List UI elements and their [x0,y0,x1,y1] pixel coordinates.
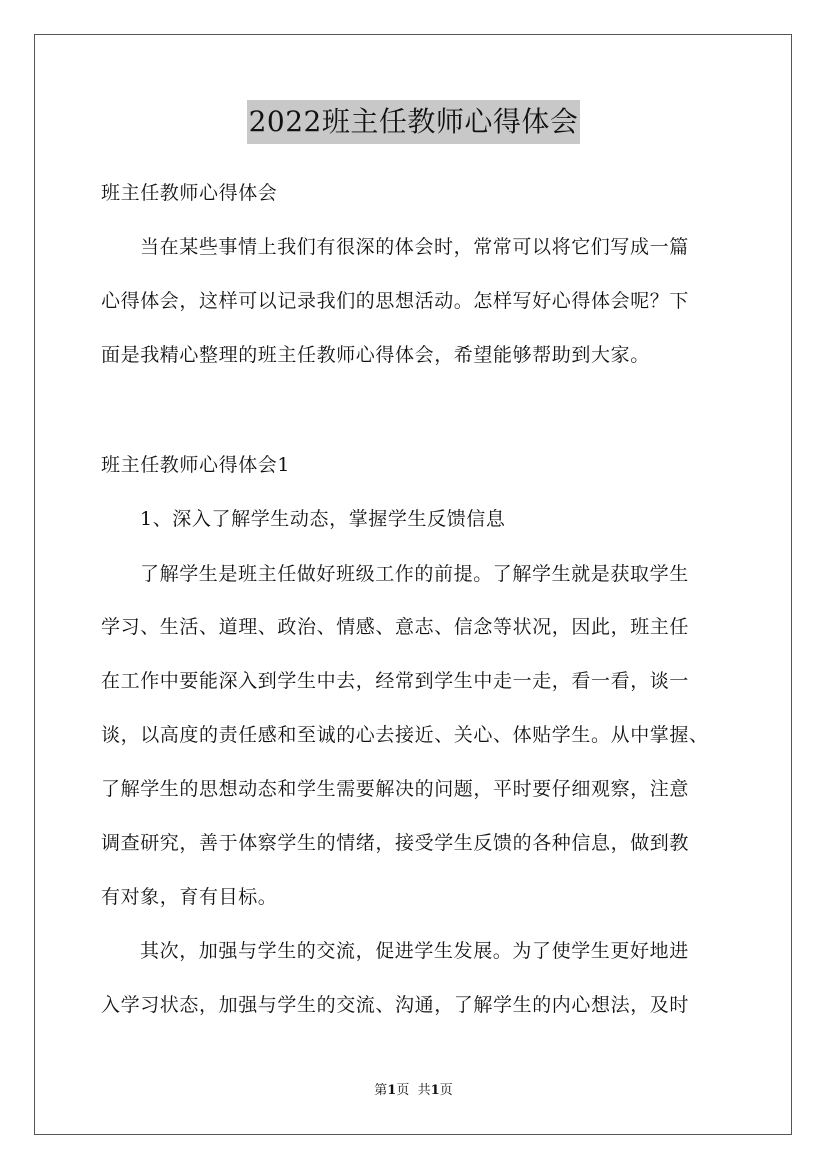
body-line-8: 其次，加强与学生的交流，促进学生发展。为了使学生更好地进 [140,940,689,962]
point-heading: 1、深入了解学生动态，掌握学生反馈信息 [140,508,506,530]
body-line-5: 了解学生的思想动态和学生需要解决的问题，平时要仔细观察，注意 [101,778,690,800]
footer-page-prefix: 第 [374,1083,388,1098]
title-container [0,100,827,144]
footer-page-suffix: 页 [396,1083,410,1098]
body-line-3: 在工作中要能深入到学生中去，经常到学生中走一走，看一看，谈一 [101,670,690,692]
footer-page-number: 1 [387,1083,397,1098]
intro-line-3: 面是我精心整理的班主任教师心得体会，希望能够帮助到大家。 [101,344,650,366]
footer-total-number: 1 [430,1083,440,1098]
intro-line-1: 当在某些事情上我们有很深的体会时，常常可以将它们写成一篇 [140,236,689,258]
intro-line-2: 心得体会，这样可以记录我们的思想活动。怎样写好心得体会呢？下 [101,290,690,312]
footer-total-suffix: 页 [439,1083,453,1098]
body-line-6: 调查研究，善于体察学生的情绪，接受学生反馈的各种信息，做到教 [101,832,690,854]
body-line-9: 入学习状态，加强与学生的交流、沟通，了解学生的内心想法，及时 [101,994,690,1016]
body-line-2: 学习、生活、道理、政治、情感、意志、信念等状况，因此，班主任 [101,616,690,638]
body-line-7: 有对象，育有目标。 [101,886,278,908]
page-footer [0,1082,827,1100]
footer-total-prefix: 共 [417,1083,431,1098]
body-line-1: 了解学生是班主任做好班级工作的前提。了解学生就是获取学生 [140,563,689,585]
body-line-4: 谈，以高度的责任感和至诚的心去接近、关心、体贴学生。从中掌握、 [101,724,709,746]
document-subtitle: 班主任教师心得体会 [101,182,278,204]
section-heading: 班主任教师心得体会1 [101,454,291,476]
document-title: 2022班主任教师心得体会 [247,100,581,144]
